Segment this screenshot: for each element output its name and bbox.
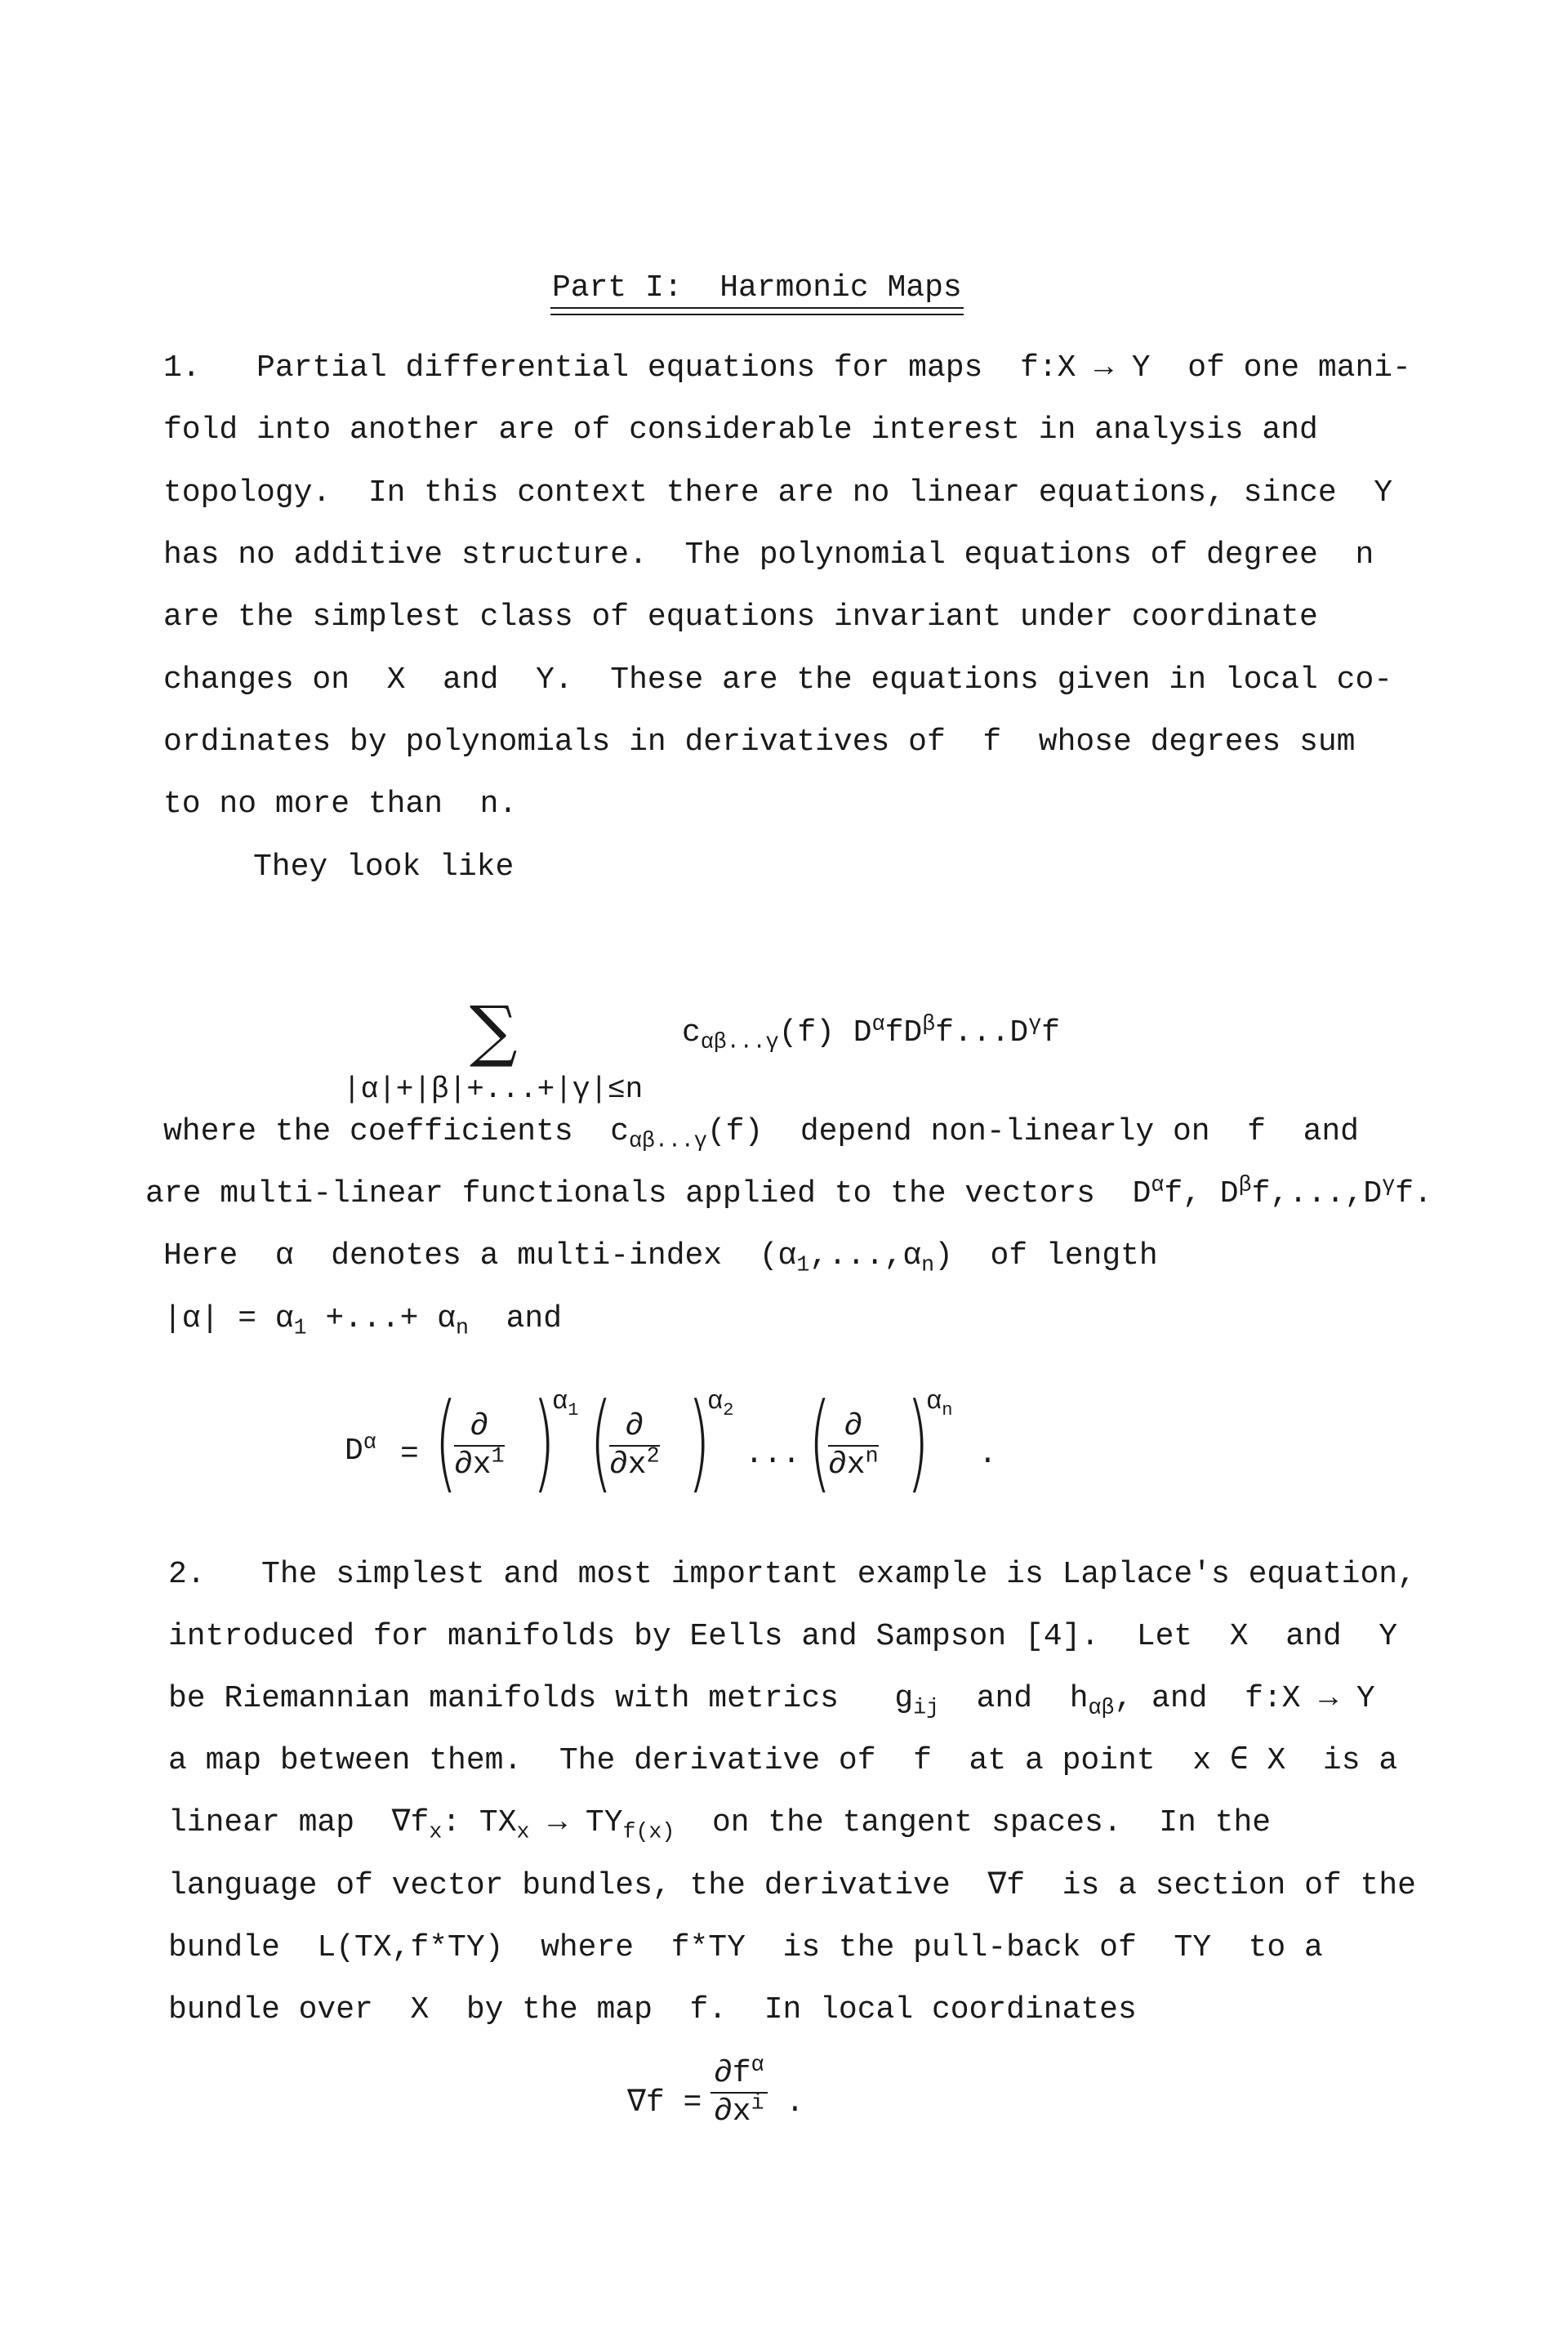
paragraph-line: 2. The simplest and most important example is Laplace's equation, [168,1557,1416,1592]
paragraph-line: are multi-linear functionals applied to the vectors $D^\alpha f$, $D^\beta f,...,D^\gamma f$. [145,1172,1432,1211]
paragraph-line: has no additive structure. The polynomial equations of degree n [163,537,1374,573]
partial-fraction: ∂ $\partial x^2$ [609,1409,660,1483]
left-paren: ( [808,1380,831,1504]
partial-fraction: ∂ $\partial x^n$ [828,1409,879,1483]
paragraph-line: $|\alpha| = \alpha_1$ +...+ $\alpha_n$ and [163,1301,563,1340]
paragraph-line: bundle L(TX,f*TY) where f*TY is the pull-back of TY to a [168,1930,1323,1965]
paragraph-line: are the simplest class of equations invariant under coordinate [163,600,1318,635]
summation-sign: ∑ [470,992,518,1070]
exponent: $\alpha_2$ [707,1386,734,1420]
paragraph-line: ordinates by polynomials in derivatives of f whose degrees sum [163,725,1356,760]
ellipsis: ... [745,1437,801,1472]
paragraph-line: bundle over X by the map f. In local coordinates [168,1992,1137,2027]
summation-term: $c_{\alpha\beta...\gamma}(f)$ $D^\alpha fD^\beta f...D^\gamma f$ [682,1011,1060,1055]
exponent: $\alpha_1$ [552,1386,579,1420]
right-paren: ) [688,1380,710,1504]
paragraph-line: a map between them. The derivative of f at a point x ∈ X is a [168,1743,1398,1778]
paragraph-line: linear map $\nabla f_x$: $TX_x \to TY_{f(x)}$ on the tangent spaces. In the [168,1805,1272,1844]
paragraph-line: language of vector bundles, the derivative ∇f is a section of the [168,1868,1416,1903]
section-title: Part I: Harmonic Maps [552,270,962,305]
paragraph-line: introduced for manifolds by Eells and Sampson [4]. Let X and Y [168,1619,1398,1654]
exponent: $\alpha_n$ [926,1386,953,1420]
paragraph-line: They look like [253,850,514,885]
paragraph-line: Here α denotes a multi-index $(\alpha_1,...,\alpha_n)$ of length [163,1238,1158,1278]
paragraph-line: where the coefficients $c_{\alpha\beta...\gamma}(f)$ depend non-linearly on f and [163,1114,1359,1153]
title-underline-second [550,314,964,315]
paragraph-line: 1. Partial differential equations for maps f:X → Y of one mani- [163,350,1411,386]
gradient-fraction: $\frac{\partial f^\alpha}{\partial x^i}$ [710,2058,768,2128]
left-paren: ( [434,1380,457,1504]
gradient-lhs: ∇f = [627,2085,702,2121]
equals-sign: = [400,1437,419,1472]
paragraph-line: topology. In this context there are no linear equations, since Y [163,475,1393,511]
summation-index: |α|+|β|+...+|γ|≤n [343,1073,644,1106]
left-paren: ( [590,1380,612,1504]
paragraph-line: to no more than n. [163,787,518,822]
right-paren: ) [532,1380,555,1504]
paragraph-line: changes on X and Y. These are the equations given in local co- [163,662,1393,698]
title-underline [550,307,964,309]
equation-period: . [978,1437,997,1472]
partial-fraction: ∂ $\partial x^1$ [454,1409,505,1483]
d-alpha-lhs: $D^\alpha$ [345,1429,376,1469]
right-paren: ) [906,1380,929,1504]
paragraph-line: fold into another are of considerable interest in analysis and [163,413,1318,448]
equation-period: . [786,2085,804,2121]
paragraph-line: be Riemannian manifolds with metrics $g_{ij}$ and $h_{\alpha\beta}$, and f:X → Y [168,1681,1375,1720]
